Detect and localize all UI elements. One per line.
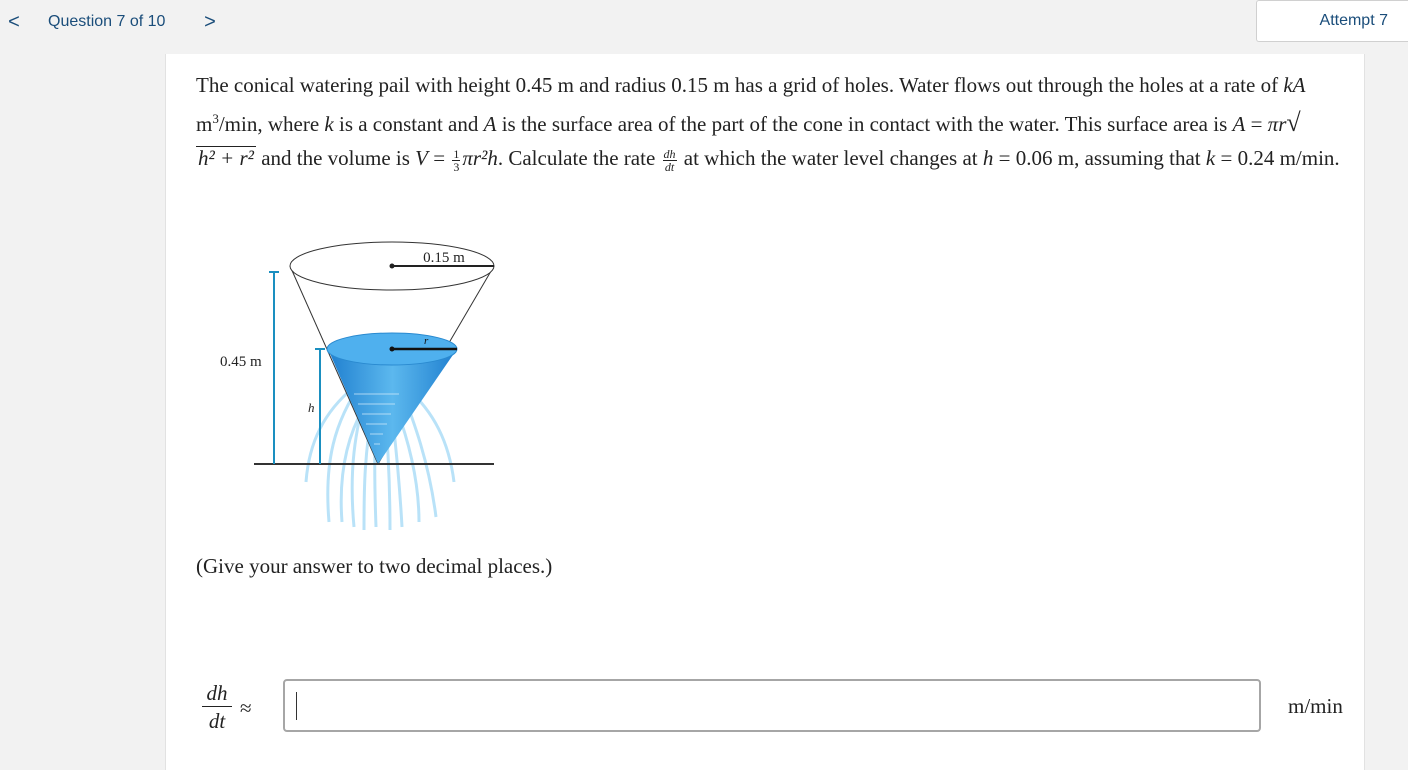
problem-statement — [196, 68, 1356, 175]
question-navigation-bar — [0, 0, 1408, 44]
math-pi-r2-h: πr²h — [462, 146, 498, 170]
problem-text: at which the water level changes at — [678, 146, 983, 170]
math-k: k — [1205, 146, 1216, 170]
fraction-dh-dt — [663, 148, 677, 173]
math-A: A — [1232, 112, 1246, 136]
problem-text: = — [1245, 112, 1268, 136]
problem-text: is a constant and — [333, 112, 484, 136]
problem-text: = — [428, 146, 451, 170]
problem-text: . Calculate the rate — [497, 146, 661, 170]
problem-text: /min, where — [218, 112, 325, 136]
math-V: V — [415, 146, 428, 170]
answer-input[interactable] — [283, 679, 1261, 732]
attempt-button[interactable]: Attempt 7 — [1256, 0, 1408, 42]
answer-fraction — [202, 680, 232, 735]
water-center-dot — [390, 347, 395, 352]
text-caret — [296, 692, 297, 720]
answer-fraction-denominator: dt — [208, 709, 226, 733]
math-kA: kA — [1283, 73, 1306, 97]
fraction-numerator: dh — [663, 146, 676, 161]
height-label: 0.45 m — [220, 354, 262, 370]
sqrt-symbol: √ — [1286, 108, 1301, 137]
math-pi-r: πr — [1267, 112, 1287, 136]
h-label: h — [308, 400, 315, 415]
chevron-right-icon[interactable]: > — [204, 11, 216, 33]
fraction-denominator: 3 — [453, 159, 460, 174]
math-exponent: 3 — [212, 111, 219, 126]
answer-unit: m/min — [1288, 694, 1343, 718]
question-card — [165, 54, 1365, 770]
approx-symbol: ≈ — [240, 696, 252, 720]
fraction-one-third — [452, 148, 460, 173]
r-label: r — [424, 335, 429, 347]
problem-text: = 0.06 m, assuming that — [993, 146, 1206, 170]
cone-center-dot — [390, 264, 395, 269]
problem-text: is the surface area of the part of the cone in contact with the water. This surface area is — [496, 112, 1233, 136]
problem-text: m — [196, 112, 213, 136]
cone-watering-pail-figure — [214, 232, 504, 532]
question-counter: Question 7 of 10 — [48, 13, 166, 30]
math-A: A — [483, 112, 497, 136]
fraction-denominator: dt — [664, 159, 675, 174]
problem-text: = 0.24 m/min. — [1215, 146, 1340, 170]
math-sqrt-content: h² + r² — [198, 146, 254, 170]
radius-label: 0.15 m — [423, 250, 465, 266]
problem-text: and the volume is — [255, 146, 416, 170]
answer-label — [196, 680, 268, 740]
chevron-left-icon[interactable]: < — [8, 11, 20, 33]
math-k: k — [324, 112, 334, 136]
math-h: h — [982, 146, 994, 170]
fraction-numerator: 1 — [453, 146, 460, 161]
answer-instructions: (Give your answer to two decimal places.) — [196, 554, 553, 578]
problem-text: The conical watering pail with height 0.45 m and radius 0.15 m has a grid of holes. Water flows out through the holes at a rate of — [196, 73, 1284, 97]
answer-fraction-numerator: dh — [202, 680, 232, 707]
